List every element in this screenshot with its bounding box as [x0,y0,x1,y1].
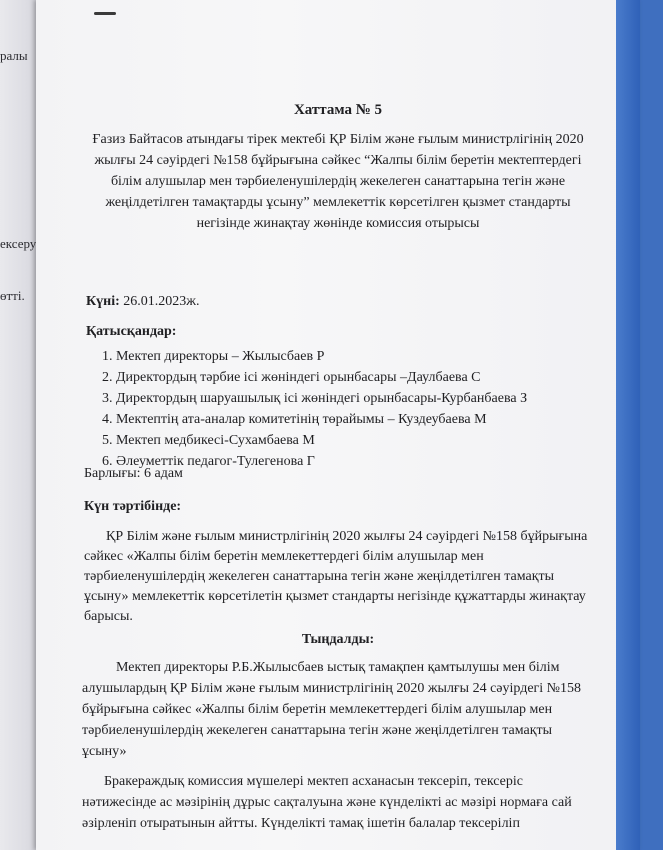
heard-line: ұсыну» [82,744,127,759]
header-line: жылғы 24 сәуірдегі №158 бұйрығына сәйкес “Жалпы білім беретін мектептердегі [94,153,582,168]
underlying-page-text: ексеру [0,236,37,251]
underlying-page-text: өтті. [0,288,25,303]
commission-line: әзірленіп отыратынын айтты. Күнделікті тамақ ішетін балалар тексеріліп [82,816,520,831]
heard-heading: Тыңдалды: [301,632,375,647]
participant-item: 4. Мектептің ата-аналар комитетінің төрайымы – Куздеубаева М [102,412,487,427]
participants-total: Барлығы: 6 адам [84,466,183,481]
heard-line: Мектеп директоры Р.Б.Жылысбаев ыстық тамақпен қамтылушы мен білім [116,660,560,675]
heard-line: тәрбиеленушілердің жекелеген санаттарына тегін және жеңілдетілген тамақты [82,723,553,738]
pen-mark [94,12,116,15]
participants-heading: Қатысқандар: [86,324,177,339]
date-label: Күні: [86,294,120,309]
document-title: Хаттама № 5 [293,102,383,118]
agenda-line: тәрбиеленушілердің жекелеген санаттарына тегін және жеңілдетілген тамақты [84,569,555,584]
document-page [36,0,640,850]
participant-item: 6. Әлеуметтік педагог-Тулегенова Г [102,454,315,469]
agenda-line: ҚР Білім және ғылым министрлігінің 2020 жылғы 24 сәуірдегі №158 бұйрығына [106,529,588,544]
heard-line: бұйрығына сәйкес «Жалпы білім беретін мемлекеттердегі білім алушылар мен [82,702,553,717]
agenda-line: ұсыну» мемлекеттік көрсетілетін қызмет стандарты негізінде құжаттарды жинақтау [84,589,586,604]
header-line: білім алушылар мен тәрбиеленушілердің жекелеген санаттарына тегін және [110,174,566,189]
date-value: 26.01.2023ж. [123,294,200,309]
participant-item: 5. Мектеп медбикесі-Сухамбаева М [102,433,315,448]
heard-line: алушылардың ҚР Білім және ғылым министрлігінің 2020 жылғы 24 сәуірдегі №158 [82,681,582,696]
underlying-page [0,0,40,850]
commission-line: Бракераждық комиссия мүшелері мектеп асханасын тексеріп, тексеріс [104,774,523,789]
header-line: негізінде жинақтау жөнінде комиссия отырысы [196,216,480,231]
commission-line: нәтижесінде ас мәзірінің дұрыс сақталуына және күнделікті ас мәзірі нормаға сай [82,795,572,810]
agenda-line: барысы. [84,609,133,624]
participant-item: 2. Директордың тәрбие ісі жөніндегі орынбасары –Даулбаева С [102,370,481,385]
header-line: Ғазиз Байтасов атындағы тірек мектебі ҚР Білім және ғылым министрлігінің 2020 [92,132,584,147]
agenda-line: сәйкес «Жалпы білім беретін мемлекеттердегі білім алушылар мен [84,549,484,564]
header-line: жеңілдетілген тамақтарды ұсыну” мемлекеттік көрсетілген қызмет стандарты [105,195,571,210]
background-edge [616,0,640,850]
agenda-heading: Күн тәртібінде: [84,499,182,514]
underlying-page-text: ралы [0,48,28,63]
meeting-date [86,292,199,312]
participant-item: 3. Директордың шаруашылық ісі жөніндегі орынбасары-Курбанбаева З [102,391,528,406]
participant-item: 1. Мектеп директоры – Жылысбаев Р [102,349,325,364]
